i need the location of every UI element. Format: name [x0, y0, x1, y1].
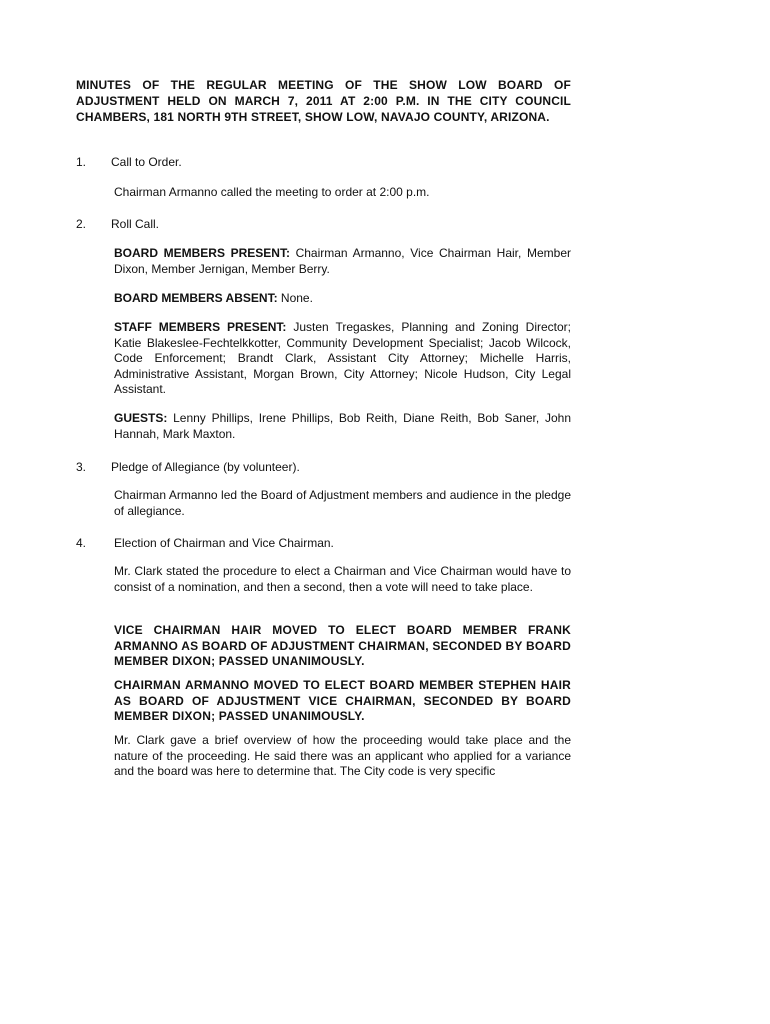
motion-1: VICE CHAIRMAN HAIR MOVED TO ELECT BOARD MEMBER FRANK ARMANNO AS BOARD OF ADJUSTMENT CHAIRMAN, SECONDED BY BOARD MEMBER DIXON; PASSED UNANIMOUSLY. — [114, 623, 571, 668]
staff-present-label: STAFF MEMBERS PRESENT: — [114, 320, 287, 334]
board-absent-text: None. — [277, 291, 313, 305]
board-present-paragraph — [114, 246, 571, 277]
staff-present-paragraph — [114, 320, 571, 398]
item-4-number: 4. — [76, 536, 87, 550]
guests-paragraph — [114, 411, 571, 442]
item-3-body: Chairman Armanno led the Board of Adjustment members and audience in the pledge of allegiance. — [114, 488, 571, 518]
board-present-label: BOARD MEMBERS PRESENT: — [114, 246, 290, 260]
motion-2: CHAIRMAN ARMANNO MOVED TO ELECT BOARD MEMBER STEPHEN HAIR AS BOARD OF ADJUSTMENT VICE CHAIRMAN, SECONDED BY BOARD MEMBER DIXON; PASSED UNANIMOUSLY. — [114, 678, 571, 723]
item-1-title: Call to Order. — [111, 155, 182, 169]
item-4-body-1: Mr. Clark stated the procedure to elect a Chairman and Vice Chairman would have to consist of a nomination, and then a second, then a vote will need to take place. — [114, 564, 571, 594]
item-2-title: Roll Call. — [111, 217, 160, 231]
board-absent-paragraph — [114, 291, 571, 307]
board-absent-label: BOARD MEMBERS ABSENT: — [114, 291, 278, 305]
item-2-number: 2. — [76, 217, 87, 231]
document-heading: MINUTES OF THE REGULAR MEETING OF THE SHOW LOW BOARD OF ADJUSTMENT HELD ON MARCH 7, 2011 AT 2:00 P.M. IN THE CITY COUNCIL CHAMBERS, 181 NORTH 9TH STREET, SHOW LOW, NAVAJO COUNTY, ARIZONA. — [76, 78, 571, 124]
board-present-text: Chairman Armanno, Vice Chairman Hair, Member Dixon, Member Jernigan, Member Berry. — [114, 246, 571, 276]
item-4-title: Election of Chairman and Vice Chairman. — [114, 536, 334, 550]
item-1-body: Chairman Armanno called the meeting to order at 2:00 p.m. — [114, 185, 430, 199]
staff-present-text: Justen Tregaskes, Planning and Zoning Director; Katie Blakeslee-Fechtelkkotter, Community Development Specialist; Jacob Wilcock, Code Enforcement; Brandt Clark, Assistant City Attorney; Michelle Harris, Administrative Assistant, Morgan Brown, City Attorney; Nicole Hudson, City Legal Assistant. — [114, 320, 571, 396]
item-3-number: 3. — [76, 460, 87, 474]
guests-text: Lenny Phillips, Irene Phillips, Bob Reith, Diane Reith, Bob Saner, John Hannah, Mark Maxton. — [114, 411, 571, 441]
item-3-title: Pledge of Allegiance (by volunteer). — [111, 460, 300, 474]
item-4-body-2: Mr. Clark gave a brief overview of how the proceeding would take place and the nature of the proceeding. He said there was an applicant who applied for a variance and the board was here to determine that. The City code is very specific — [114, 733, 571, 778]
guests-label: GUESTS: — [114, 411, 168, 425]
item-1-number: 1. — [76, 155, 87, 169]
